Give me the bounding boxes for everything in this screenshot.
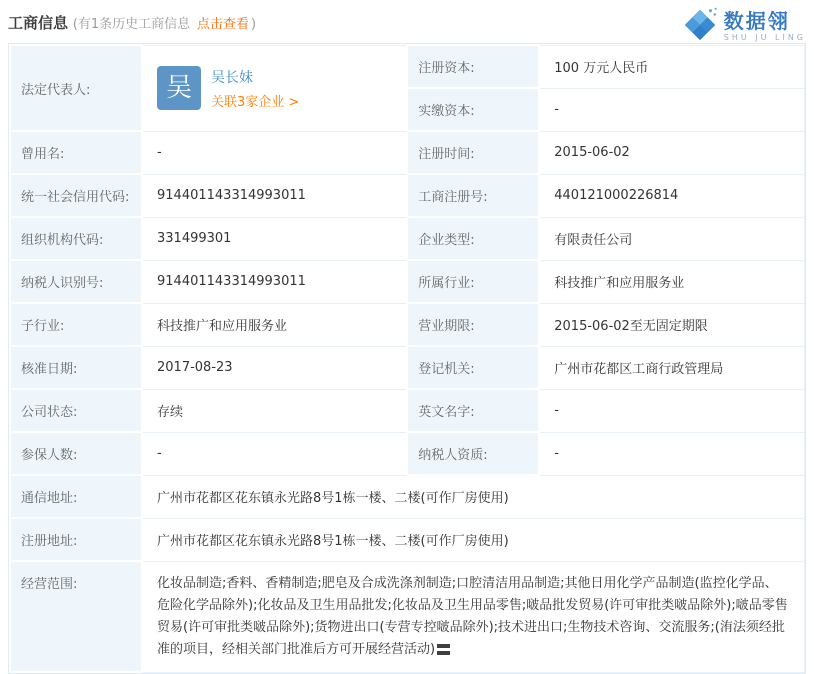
taxpayer-quality-label: 纳税人资质: (407, 432, 539, 475)
history-info-prefix: (有1条历史工商信息 (72, 17, 191, 32)
sub-industry-label: 子行业: (10, 303, 142, 346)
insured-count-label: 参保人数: (10, 432, 142, 475)
industry-value: 科技推广和应用服务业 (539, 260, 804, 303)
uscc-label: 统一社会信用代码: (10, 174, 142, 217)
reg-no-label: 工商注册号: (407, 174, 539, 217)
taxpayer-quality-value: - (539, 432, 804, 475)
legal-rep-avatar[interactable]: 吴 (157, 66, 201, 110)
mailing-address-label: 通信地址: (10, 475, 142, 518)
former-name-label: 曾用名: (10, 131, 142, 174)
sub-industry-value: 科技推广和应用服务业 (142, 303, 407, 346)
approval-date-value: 2017-08-23 (142, 346, 407, 389)
table-row (10, 217, 805, 260)
table-row (10, 131, 805, 174)
business-scope-text: 化妆品制造;香料、香精制造;肥皂及合成洗涤剂制造;口腔清洁用品制造;其他日用化学产品制造(监控化学品、危险化学品除外);化妆品及卫生用品批发;化妆品及卫生用品零售;啵品批发贸易(许可审批类啵品除外);啵品零售贸易(许可审批类啵品除外);货物进出口(专营专控啵品除外);技术进出口;生物技术咨询、交流服务;(洧法须经批准的项目，经相关部门批准后方可开展经营活动) (157, 575, 788, 657)
business-scope-value (142, 561, 805, 672)
table-row (10, 45, 805, 88)
org-code-value: 331499301 (142, 217, 407, 260)
reg-capital-value: 100 万元人民币 (539, 45, 804, 88)
geta-mark-icon (437, 644, 450, 655)
table-row (10, 260, 805, 303)
table-row (10, 561, 805, 672)
english-name-value: - (539, 389, 804, 432)
business-term-label: 营业期限: (407, 303, 539, 346)
reg-capital-label: 注册资本: (407, 45, 539, 88)
reg-date-label: 注册时间: (407, 131, 539, 174)
business-term-value: 2015-06-02至无固定期限 (539, 303, 804, 346)
logo-brand-text: 数据翎 (723, 8, 790, 33)
registered-address-label: 注册地址: (10, 518, 142, 561)
company-type-label: 企业类型: (407, 217, 539, 260)
approval-date-label: 核准日期: (10, 346, 142, 389)
uscc-value: 914401143314993011 (142, 174, 407, 217)
english-name-label: 英文名字: (407, 389, 539, 432)
reg-authority-label: 登记机关: (407, 346, 539, 389)
site-logo[interactable] (681, 5, 806, 47)
logo-brand-subtext: SHU JU LING (723, 32, 806, 42)
business-info-table (8, 43, 806, 674)
registered-address-value: 广州市花都区花东镇永光路8号1栋一楼、二楼(可作厂房使用) (142, 518, 805, 561)
former-name-value: - (142, 131, 407, 174)
table-row (10, 389, 805, 432)
table-row (10, 432, 805, 475)
table-row (10, 518, 805, 561)
company-type-value: 有限责任公司 (539, 217, 804, 260)
table-row (10, 174, 805, 217)
org-code-label: 组织机构代码: (10, 217, 142, 260)
legal-rep-cell (142, 45, 407, 131)
taxpayer-id-label: 纳税人识别号: (10, 260, 142, 303)
history-info-suffix: ) (250, 17, 257, 32)
paid-capital-value: - (539, 88, 804, 131)
company-status-value: 存续 (142, 389, 407, 432)
logo-diamond-icon (681, 5, 719, 47)
legal-rep-name-link[interactable]: 吴长妹 (211, 69, 253, 86)
reg-date-value: 2015-06-02 (539, 131, 804, 174)
mailing-address-value: 广州市花都区花东镇永光路8号1栋一楼、二楼(可作厂房使用) (142, 475, 805, 518)
table-row (10, 303, 805, 346)
history-view-link[interactable]: 点击查看 (196, 17, 249, 32)
table-row (10, 475, 805, 518)
page-title: 工商信息 (8, 14, 69, 32)
company-status-label: 公司状态: (10, 389, 142, 432)
reg-no-value: 440121000226814 (539, 174, 804, 217)
industry-label: 所属行业: (407, 260, 539, 303)
paid-capital-label: 实缴资本: (407, 88, 539, 131)
related-companies-link[interactable]: 关联3家企业 > (211, 94, 300, 110)
reg-authority-value: 广州市花都区工商行政管理局 (539, 346, 804, 389)
taxpayer-id-value: 914401143314993011 (142, 260, 407, 303)
legal-rep-label: 法定代表人: (10, 45, 142, 131)
business-scope-label: 经营范围: (10, 561, 142, 672)
insured-count-value: - (142, 432, 407, 475)
table-row (10, 346, 805, 389)
